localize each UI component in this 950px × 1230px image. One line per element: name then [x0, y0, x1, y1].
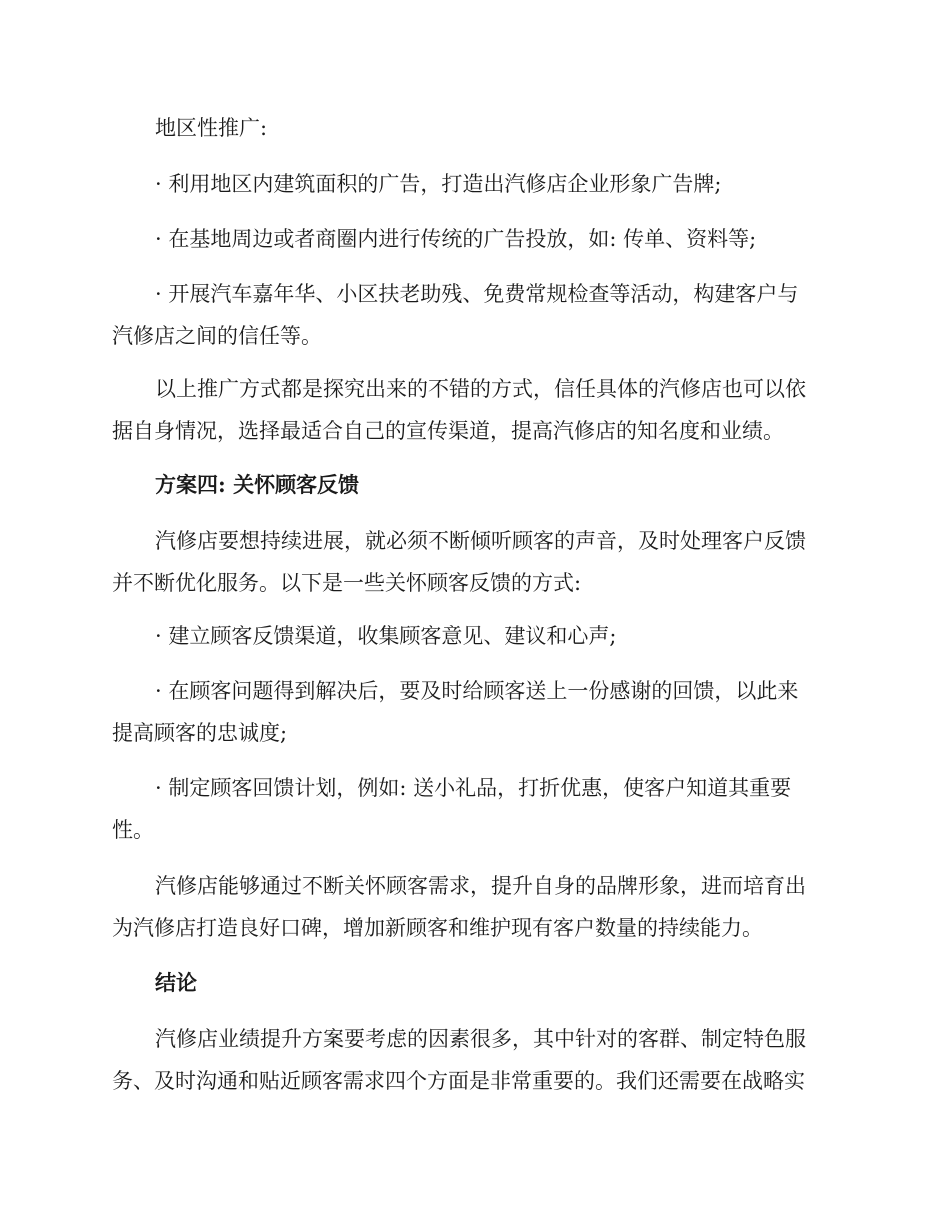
text-line: 性。 — [112, 818, 154, 842]
text-line: 汽修店要想持续进展，就必须不断倾听顾客的声音，及时处理客户反馈 — [155, 529, 806, 553]
section-heading — [112, 962, 832, 1004]
text-line: · 制定顾客回馈计划，例如: 送小礼品，打折优惠，使客户知道其重要 — [155, 776, 792, 800]
text-line: 并不断优化服务。以下是一些关怀顾客反馈的方式: — [112, 571, 582, 595]
text-line: · 建立顾客反馈渠道，收集顾客意见、建议和心声; — [155, 624, 617, 648]
regional-promotion-label — [112, 107, 832, 149]
text-line: 汽修店业绩提升方案要考虑的因素很多，其中针对的客群、制定特色服 — [155, 1027, 806, 1051]
body-paragraph — [112, 1018, 832, 1102]
text-line: · 在基地周边或者商圈内进行传统的广告投放，如: 传单、资料等; — [155, 227, 757, 251]
text-line: 结论 — [155, 970, 197, 995]
text-line: 务、及时沟通和贴近顾客需求四个方面是非常重要的。我们还需要在战略实 — [112, 1069, 805, 1093]
bullet-item — [112, 767, 832, 851]
text-line: 以上推广方式都是探究出来的不错的方式，信任具体的汽修店也可以依 — [155, 377, 806, 401]
bullet-item — [112, 218, 832, 260]
text-line: 汽修店能够通过不断关怀顾客需求，提升自身的品牌形象，进而培育出 — [155, 874, 806, 898]
text-line: 提高顾客的忠诚度; — [112, 721, 288, 745]
text-line: · 在顾客问题得到解决后，要及时给顾客送上一份感谢的回馈，以此来 — [155, 679, 799, 703]
text-line: 地区性推广: — [155, 116, 268, 140]
bullet-item — [112, 273, 832, 357]
text-line: · 开展汽车嘉年华、小区扶老助残、免费常规检查等活动，构建客户与 — [155, 282, 799, 306]
bullet-item — [112, 163, 832, 205]
body-paragraph — [112, 865, 832, 949]
bullet-item — [112, 615, 832, 657]
text-line: · 利用地区内建筑面积的广告，打造出汽修店企业形象广告牌; — [155, 172, 722, 196]
text-line: 据自身情况，选择最适合自己的宣传渠道，提高汽修店的知名度和业绩。 — [112, 419, 784, 443]
text-line: 汽修店之间的信任等。 — [112, 324, 322, 348]
bullet-item — [112, 670, 832, 754]
body-paragraph — [112, 520, 832, 604]
text-line: 方案四: 关怀顾客反馈 — [155, 472, 360, 497]
text-line: 为汽修店打造良好口碑，增加新顾客和维护现有客户数量的持续能力。 — [112, 916, 763, 940]
body-paragraph — [112, 368, 832, 452]
section-heading — [112, 464, 832, 506]
